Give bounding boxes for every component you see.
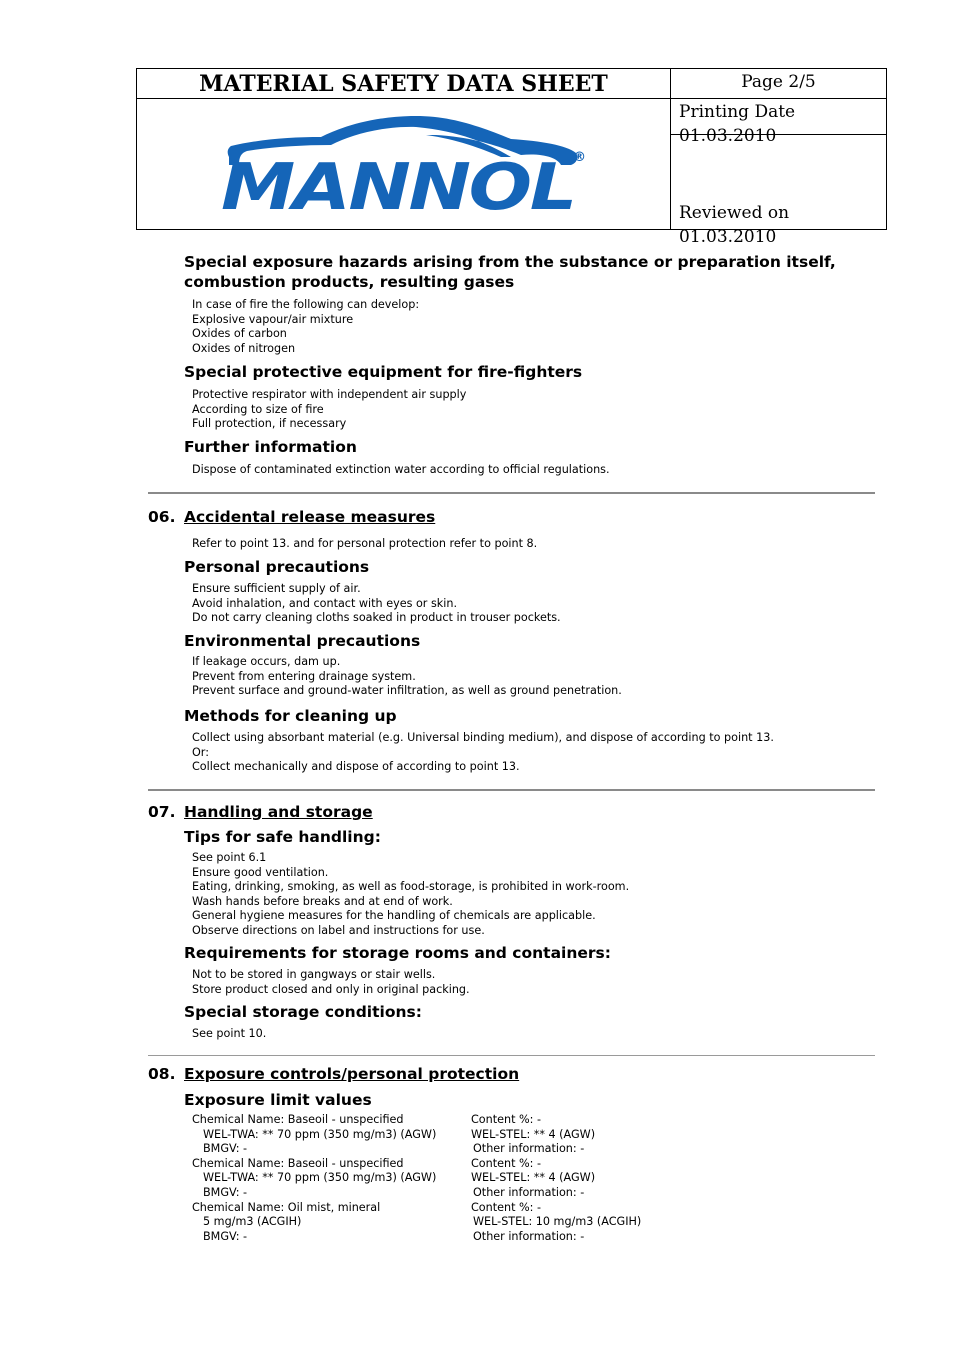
- environmental-precautions-heading: Environmental precautions: [184, 632, 421, 650]
- exposure-left-cell: BMGV: -: [203, 1229, 248, 1243]
- section-divider: [148, 492, 875, 494]
- section-08-heading: 08. Exposure controls/personal protection: [148, 1065, 520, 1083]
- printing-date: Printing Date 01.03.2010: [671, 99, 886, 135]
- section-06-intro: Refer to point 13. and for personal protection refer to point 8.: [192, 537, 538, 550]
- cleaning-heading: Methods for cleaning up: [184, 707, 397, 725]
- exposure-left-cell: Chemical Name: Baseoil - unspecified: [192, 1113, 404, 1126]
- exposure-left-cell: Chemical Name: Oil mist, mineral: [192, 1200, 381, 1214]
- storage-requirements-text: Not to be stored in gangways or stair wells. Store product closed and only in original packing.: [192, 968, 470, 996]
- mannol-logo: [221, 113, 591, 213]
- section-divider: [148, 789, 875, 791]
- hazards-heading: Special exposure hazards arising from the substance or preparation itself, combustion products, resulting gases: [184, 253, 836, 291]
- further-info-heading: Further information: [184, 438, 357, 456]
- exposure-right-cell: Content %: -: [471, 1113, 542, 1126]
- svg-text:®: ®: [573, 150, 586, 165]
- exposure-right-cell: WEL-STEL: 10 mg/m3 (ACGIH): [473, 1215, 642, 1229]
- section-divider: [148, 1055, 875, 1056]
- personal-precautions-heading: Personal precautions: [184, 558, 370, 576]
- storage-requirements-heading: Requirements for storage rooms and containers:: [184, 944, 611, 962]
- further-info-text: Dispose of contaminated extinction water according to official regulations.: [192, 463, 610, 476]
- cleaning-text: Collect using absorbant material (e.g. Universal binding medium), and dispose of according to point 13. Or: Collect mechanically and dispose of according to point 13.: [192, 731, 774, 774]
- reviewed-date-text: Reviewed on 01.03.2010: [679, 203, 790, 247]
- exposure-right-cell: Other information: -: [473, 1185, 585, 1199]
- exposure-right-cell: WEL-STEL: ** 4 (AGW): [471, 1127, 596, 1141]
- equipment-text: Protective respirator with independent air supply According to size of fire Full protection, if necessary: [192, 388, 467, 431]
- section-06-heading: 06. Accidental release measures: [148, 508, 436, 526]
- logo-cell: [137, 99, 671, 229]
- svg-text:MANNOL: MANNOL: [221, 151, 575, 213]
- equipment-heading: Special protective equipment for fire-fighters: [184, 363, 583, 381]
- exposure-left-cell: Chemical Name: Baseoil - unspecified: [192, 1156, 404, 1170]
- exposure-right-cell: Other information: -: [473, 1229, 585, 1243]
- exposure-left-cell: 5 mg/m3 (ACGIH): [203, 1215, 302, 1229]
- personal-precautions-text: Ensure sufficient supply of air. Avoid inhalation, and contact with eyes or skin. Do not carry cleaning cloths soaked in product in trouser pockets.: [192, 582, 561, 625]
- exposure-right-cell: Content %: -: [471, 1156, 542, 1170]
- reviewed-date: [671, 135, 886, 247]
- storage-conditions-heading: Special storage conditions:: [184, 1003, 422, 1021]
- exposure-left-cell: BMGV: -: [203, 1142, 248, 1156]
- storage-conditions-text: See point 10.: [192, 1027, 267, 1040]
- hazards-text: In case of fire the following can develop: Explosive vapour/air mixture Oxides of carbon Oxides of nitrogen: [192, 298, 420, 355]
- exposure-right-cell: Other information: -: [473, 1142, 585, 1156]
- exposure-left-cell: WEL-TWA: ** 70 ppm (350 mg/m3) (AGW): [203, 1171, 437, 1185]
- exposure-left-cell: WEL-TWA: ** 70 ppm (350 mg/m3) (AGW): [203, 1127, 437, 1141]
- environmental-precautions-text: If leakage occurs, dam up. Prevent from entering drainage system. Prevent surface and ground-water infiltration, as well as ground penetration.: [192, 655, 622, 698]
- exposure-left-cell: BMGV: -: [203, 1185, 248, 1199]
- safe-handling-text: See point 6.1 Ensure good ventilation. Eating, drinking, smoking, as well as food-storage, is prohibited in work-room. Wash hands before breaks and at end of work. General hygiene measures for the handling of chemicals are applicable. Observe directions on label and instructions for use.: [192, 851, 630, 937]
- exposure-right-cell: Content %: -: [471, 1200, 542, 1214]
- document-title: MATERIAL SAFETY DATA SHEET: [137, 69, 671, 99]
- safe-handling-heading: Tips for safe handling:: [184, 828, 381, 846]
- document-header: [136, 68, 887, 247]
- page-number: Page 2/5: [671, 69, 886, 99]
- exposure-right-cell: WEL-STEL: ** 4 (AGW): [471, 1171, 596, 1185]
- section-07-heading: 07. Handling and storage: [148, 803, 373, 821]
- exposure-limits-heading: Exposure limit values: [184, 1091, 372, 1109]
